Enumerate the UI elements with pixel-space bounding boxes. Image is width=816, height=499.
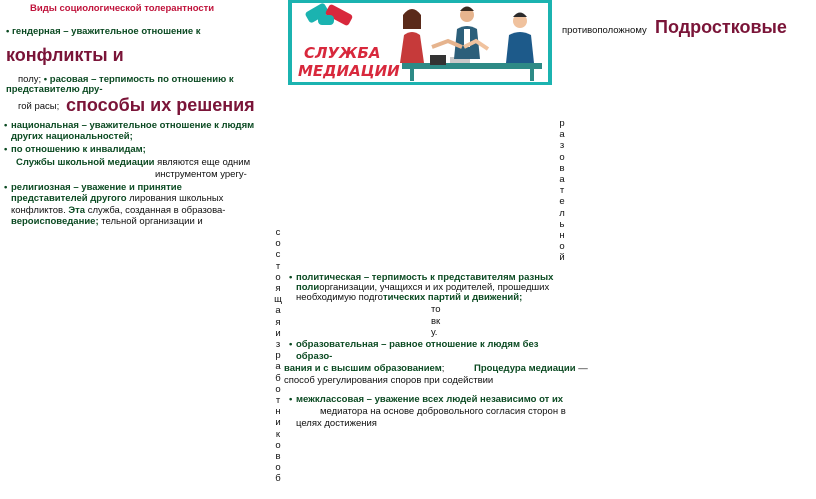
religious-line2: представителей другого лирования школьных bbox=[11, 193, 224, 204]
banner-line2: МЕДИАЦИИ bbox=[298, 62, 400, 80]
religious-line1: • религиозная – уважение и принятие bbox=[11, 182, 182, 193]
heading-part1: Подростковые bbox=[655, 17, 787, 37]
vright-letter: ь bbox=[559, 218, 565, 230]
political-line1: • политическая – терпимость к представителям разных bbox=[296, 272, 553, 283]
vleft-letter: о bbox=[275, 238, 281, 250]
vleft-letter: р bbox=[275, 350, 281, 362]
vleft-letter: б bbox=[275, 473, 281, 485]
political-line3: необходимую подготических партий и движений; bbox=[296, 292, 523, 303]
vleft-letter: о bbox=[275, 462, 281, 474]
vleft-letter: щ bbox=[274, 294, 282, 306]
vright-letter: о bbox=[559, 151, 565, 163]
banner-illustration bbox=[292, 3, 548, 82]
word-opposite: противоположному bbox=[562, 25, 647, 36]
vleft-letter: т bbox=[275, 395, 281, 407]
mediation-banner bbox=[288, 0, 552, 85]
vright-letter: т bbox=[559, 185, 565, 197]
national-line1: • национальная – уважительное отношение к людям bbox=[11, 120, 254, 131]
vright-letter: а bbox=[559, 129, 565, 141]
vleft-letter: с bbox=[275, 249, 281, 261]
vright-letter: в bbox=[559, 162, 565, 174]
vleft-letter: з bbox=[275, 339, 281, 351]
vleft-letter: с bbox=[275, 227, 281, 238]
education-line3: вания и с высшим образованием; bbox=[284, 363, 445, 374]
political-line2: полиорганизации, учащихся и их родителей, прошедших bbox=[296, 282, 550, 293]
page-title: Виды социологической толерантности bbox=[30, 3, 215, 14]
goals-line: целях достижения bbox=[296, 418, 377, 429]
tool-line: инструментом урегу- bbox=[155, 169, 247, 180]
national-line2: других национальностей; bbox=[11, 131, 133, 142]
vleft-letter: я bbox=[275, 283, 281, 295]
disabled-line: • по отношению к инвалидам; bbox=[11, 144, 146, 155]
frag-u: у. bbox=[431, 327, 438, 338]
vright-letter: о bbox=[559, 241, 565, 253]
vright-letter: й bbox=[559, 252, 565, 264]
vright-letter: з bbox=[559, 140, 565, 152]
vleft-letter: в bbox=[275, 451, 281, 463]
vleft-letter: т bbox=[275, 260, 281, 272]
gender-tail: полу; • расовая – терпимость по отношению к bbox=[18, 74, 234, 85]
vleft-letter: а bbox=[275, 361, 281, 373]
vright-letter: е bbox=[559, 196, 565, 208]
vleft-letter: о bbox=[275, 271, 281, 283]
vleft-letter: а bbox=[275, 305, 281, 317]
vright-letter: р bbox=[559, 118, 565, 129]
vright-letter: л bbox=[559, 207, 565, 219]
conflicts-line: конфликтов. Эта служба, созданная в образова- bbox=[11, 205, 226, 216]
gender-line: • гендерная – уважительное отношение к bbox=[6, 26, 201, 37]
heading-part2: конфликты и bbox=[6, 45, 124, 65]
vertical-word-right bbox=[558, 118, 566, 264]
vleft-letter: б bbox=[275, 372, 281, 384]
vleft-letter: о bbox=[275, 439, 281, 451]
education-line2: образо- bbox=[296, 351, 333, 362]
vleft-letter: к bbox=[275, 428, 281, 440]
race-line3: гой расы; bbox=[18, 101, 60, 112]
procedure-line: Процедура медиации — bbox=[474, 363, 588, 374]
vertical-word-left bbox=[274, 227, 282, 485]
vright-letter: н bbox=[559, 230, 565, 242]
race-line2: представителю дру- bbox=[6, 84, 103, 95]
heading-part3: способы их решения bbox=[66, 95, 255, 115]
vleft-letter: я bbox=[275, 316, 281, 328]
frag-vk: вк bbox=[431, 316, 441, 327]
education-line1: • образовательная – равное отношение к людям без bbox=[296, 339, 538, 350]
mediation-service-line: Службы школьной медиации являются еще одним bbox=[16, 157, 251, 168]
banner-line1: СЛУЖБА bbox=[304, 44, 381, 62]
vright-letter: а bbox=[559, 174, 565, 186]
vleft-letter: и bbox=[275, 327, 281, 339]
dispute-line: способ урегулирования споров при содействии bbox=[284, 375, 494, 386]
vleft-letter: н bbox=[275, 406, 281, 418]
frag-to: то bbox=[431, 304, 441, 315]
vleft-letter: о bbox=[275, 383, 281, 395]
faith-line: вероисповедание; тельной организации и bbox=[11, 216, 203, 227]
vleft-letter: и bbox=[275, 417, 281, 429]
mediator-line: медиатора на основе добровольного согласия сторон в bbox=[320, 406, 566, 417]
interclass-line: • межклассовая – уважение всех людей независимо от их bbox=[296, 394, 563, 405]
